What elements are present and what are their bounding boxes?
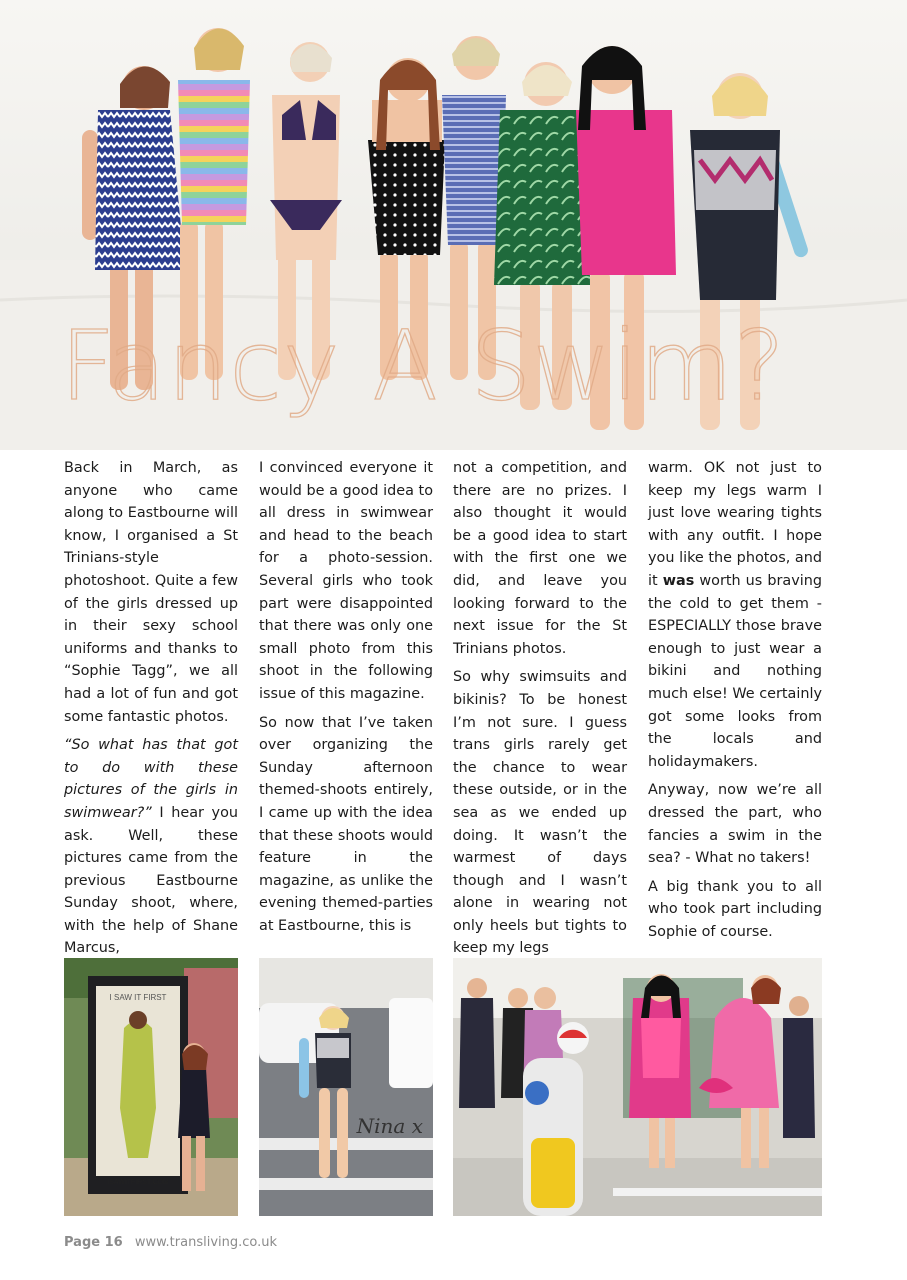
paragraph: I convinced everyone it would be a good idea to all dress in swimwear and head to the beach for a photo-session. Several girls who took part were disappointed that there was only one small photo from this shoot in the following issue of this magazine. (259, 460, 433, 702)
paragraph: A big thank you to all who took part including Sophie of course. (648, 878, 822, 940)
paragraph: So why swimsuits and bikinis? To be honest I’m not sure. I guess trans girls rarely get the chance to wear these outside, or in the sea as we ended up doing. It wasn’t the warmest of days though and I wasn’t alone in wearing not only heels but tights to keep my legs (453, 669, 627, 957)
paragraph: not a competition, and there are no prizes. I also thought it would be a good idea to start with the first one we did, and leave you looking forward to the next issue for the St Trinians photos. (453, 460, 627, 657)
poster-brand-text: I SAW IT FIRST (109, 993, 167, 1002)
photo-poster (64, 958, 238, 1216)
signature-text: Nina x (356, 1114, 423, 1138)
text-column-3 (453, 457, 627, 966)
paragraph-text: warm. OK not just to keep my legs warm I just love wearing tights with any outfit. I hope you like the photos, and it (648, 460, 822, 589)
photo-group-walking (453, 958, 822, 1216)
article-title: Fancy A Swim? (60, 310, 786, 422)
hero-photo (0, 0, 907, 450)
text-column-1 (64, 457, 238, 966)
paragraph-text: I hear you ask. Well, these pictures came from the previous Eastbourne Sunday shoot, where, with the help of Shane Marcus, (64, 804, 238, 957)
paragraph-text: worth us braving the cold to get them - ESPECIALLY those brave enough to just wear a bikini and nothing much else! We certainly got some looks from the locals and holidaymakers. (648, 572, 823, 770)
text-column-2 (259, 457, 433, 943)
site-url: www.transliving.co.uk (134, 1235, 278, 1250)
page-number: Page 16 (64, 1235, 123, 1250)
bold-word: was (662, 572, 695, 589)
paragraph (64, 734, 238, 960)
paragraph (648, 457, 822, 773)
paragraph: Anyway, now we’re all dressed the part, who fancies a swim in the sea? - What no takers! (648, 782, 822, 867)
page-footer (64, 1235, 277, 1250)
text-column-4 (648, 457, 822, 949)
paragraph: So now that I’ve taken over organizing the Sunday afternoon themed-shoots entirely, I came up with the idea that these shoots would feature in the magazine, as unlike the evening themed-parties at Eastbourne, this is (259, 714, 433, 934)
quote-text: “So what has that got to do with these pictures of the girls in swimwear?” (64, 737, 238, 821)
paragraph: Back in March, as anyone who came along to Eastbourne will know, I organised a St Trinians-style photoshoot. Quite a few of the girls dressed up in their sexy school uniforms and thanks to “Sophie Tagg”, we all had a lot of fun and got some fantastic photos. (64, 460, 238, 725)
poster-url-text: ISAWITFIRST.COM (107, 1179, 169, 1186)
photo-street-crossing (259, 958, 433, 1216)
